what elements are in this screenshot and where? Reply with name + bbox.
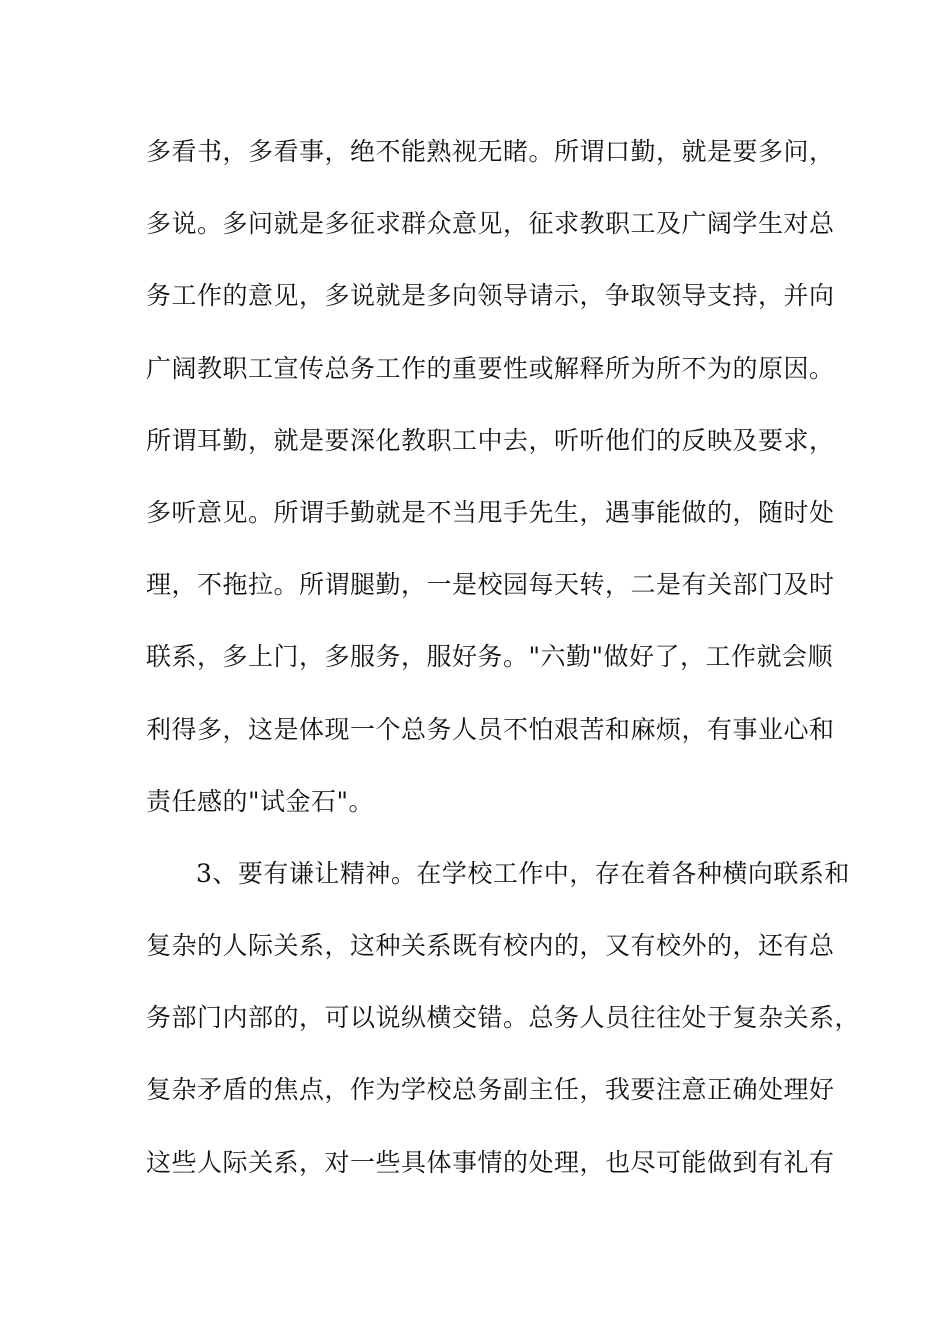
text-line: 利得多，这是体现一个总务人员不怕艰苦和麻烦，有事业心和 <box>146 714 835 744</box>
text-line: 多看书，多看事，绝不能熟视无睹。所谓口勤，就是要多问， <box>146 137 835 166</box>
paragraph-start-line: 3、要有谦让精神。在学校工作中，存在着各种横向联系和 <box>196 858 850 888</box>
text-line: 这些人际关系，对一些具体事情的处理，也尽可能做到有礼有 <box>146 1147 835 1177</box>
text-line: 理，不拖拉。所谓腿勤，一是校园每天转，二是有关部门及时 <box>146 570 835 600</box>
document-body <box>146 128 861 1211</box>
text-line: 复杂矛盾的焦点，作为学校总务副主任，我要注意正确处理好 <box>146 1075 835 1105</box>
text-line: 多听意见。所谓手勤就是不当甩手先生，遇事能做的，随时处 <box>146 497 835 527</box>
text-line: 责任感的"试金石"。 <box>146 786 374 816</box>
text-line: 联系，多上门，多服务，服好务。"六勤"做好了，工作就会顺 <box>146 642 834 672</box>
text-line: 广阔教职工宣传总务工作的重要性或解释所为所不为的原因。 <box>146 353 835 383</box>
text-line: 复杂的人际关系，这种关系既有校内的，又有校外的，还有总 <box>146 931 835 961</box>
text-line: 务工作的意见，多说就是多向领导请示，争取领导支持，并向 <box>146 281 835 311</box>
text-line: 务部门内部的，可以说纵横交错。总务人员往往处于复杂关系， <box>146 1003 861 1033</box>
text-line: 多说。多问就是多征求群众意见，征求教职工及广阔学生对总 <box>146 209 835 239</box>
text-line: 所谓耳勤，就是要深化教职工中去，听听他们的反映及要求， <box>146 425 835 455</box>
